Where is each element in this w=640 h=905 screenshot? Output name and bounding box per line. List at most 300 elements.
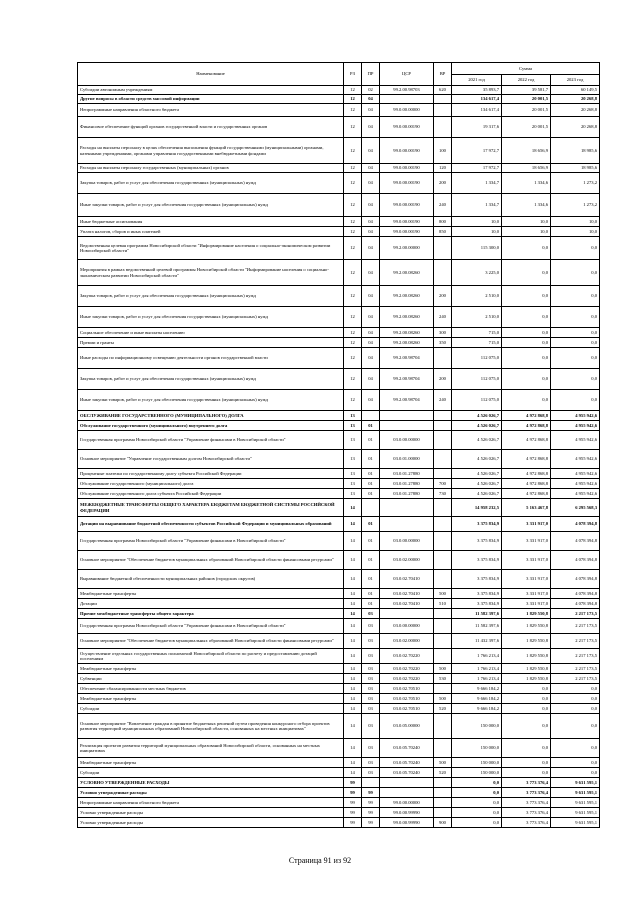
cell-y2022: 0,0	[502, 338, 551, 348]
cell-pr: 04	[362, 328, 380, 338]
cell-y2021: 112 075,0	[452, 369, 502, 390]
cell-csr	[380, 421, 434, 431]
cell-rz: 14	[344, 517, 362, 532]
cell-rz: 12	[344, 260, 362, 286]
cell-name: Обеспечение сбалансированности местных бюджетов	[78, 684, 344, 694]
table-row	[78, 798, 600, 808]
table-row	[78, 589, 600, 599]
cell-y2021: 0,0	[452, 788, 502, 798]
cell-y2023: 4 955 942,6	[551, 411, 600, 421]
cell-rz: 14	[344, 664, 362, 674]
cell-pr: 01	[362, 570, 380, 589]
cell-name: Обслуживание государственного (муниципального) внутреннего долга	[78, 421, 344, 431]
cell-vr	[434, 117, 452, 138]
cell-y2023: 2 217 173,5	[551, 674, 600, 684]
cell-csr: 99.2.00.08260	[380, 260, 434, 286]
table-row	[78, 237, 600, 260]
table-row	[78, 714, 600, 739]
cell-rz: 12	[344, 237, 362, 260]
cell-y2023: 2 217 173,5	[551, 609, 600, 619]
cell-y2022: 5 163 467,8	[502, 499, 551, 517]
table-row	[78, 649, 600, 664]
cell-vr: 240	[434, 307, 452, 328]
table-row	[78, 411, 600, 421]
cell-y2021: 134 617,4	[452, 95, 502, 104]
cell-name: Межбюджетные трансферты	[78, 664, 344, 674]
cell-y2023: 0,0	[551, 338, 600, 348]
cell-y2023: 0,0	[551, 714, 600, 739]
cell-name: Обслуживание государственного (муниципального) долга	[78, 479, 344, 489]
cell-y2023: 0,0	[551, 328, 600, 338]
cell-csr: 99.0.00.00190	[380, 173, 434, 194]
table-row	[78, 570, 600, 589]
table-row	[78, 684, 600, 694]
cell-y2021: 1 766 213,4	[452, 664, 502, 674]
cell-vr: 900	[434, 818, 452, 828]
cell-rz: 12	[344, 307, 362, 328]
cell-pr: 03	[362, 674, 380, 684]
cell-vr	[434, 532, 452, 551]
cell-csr: 99.0.00.00190	[380, 227, 434, 237]
cell-rz: 12	[344, 194, 362, 217]
cell-y2023: 20 268,8	[551, 104, 600, 117]
cell-y2021: 14 958 232,5	[452, 499, 502, 517]
table-row	[78, 431, 600, 450]
cell-y2021: 4 526 026,7	[452, 431, 502, 450]
cell-y2021: 0,0	[452, 778, 502, 788]
cell-y2023: 9 631 595,1	[551, 788, 600, 798]
cell-name: Субсидии автономным учреждениям	[78, 86, 344, 95]
cell-csr: 03.0.02.70410	[380, 599, 434, 609]
table-row	[78, 664, 600, 674]
cell-y2021: 4 526 026,7	[452, 421, 502, 431]
cell-y2022: 18 656,9	[502, 138, 551, 164]
cell-rz: 14	[344, 634, 362, 649]
cell-vr: 700	[434, 479, 452, 489]
table-row	[78, 619, 600, 634]
cell-rz: 12	[344, 348, 362, 369]
cell-name: Основное мероприятие "Вовлечение граждан в принятие бюджетных решений путем проведения конкурсного отбора проектов развития территорий муниципальных образований Новосибирской области, основанных на местных инициативах"	[78, 714, 344, 739]
cell-csr: 99.2.00.08260	[380, 307, 434, 328]
cell-vr: 500	[434, 589, 452, 599]
table-row	[78, 694, 600, 704]
cell-y2021: 3 225,0	[452, 260, 502, 286]
cell-y2022: 1 829 550,8	[502, 634, 551, 649]
cell-y2023: 4 078 394,8	[551, 599, 600, 609]
table-row	[78, 348, 600, 369]
table-row	[78, 758, 600, 768]
header-csr: ЦСР	[380, 63, 434, 86]
cell-pr: 04	[362, 138, 380, 164]
cell-rz: 14	[344, 704, 362, 714]
cell-rz: 99	[344, 808, 362, 818]
cell-y2022: 1 829 550,8	[502, 674, 551, 684]
cell-y2022: 0,0	[502, 768, 551, 778]
cell-pr: 03	[362, 609, 380, 619]
cell-y2023: 4 955 942,6	[551, 479, 600, 489]
cell-y2023: 20 268,8	[551, 95, 600, 104]
cell-y2022: 0,0	[502, 237, 551, 260]
cell-pr: 04	[362, 104, 380, 117]
cell-vr	[434, 609, 452, 619]
cell-csr: 99.0.00.00190	[380, 138, 434, 164]
cell-y2021: 1 766 213,4	[452, 649, 502, 664]
cell-vr: 200	[434, 369, 452, 390]
cell-csr: 99.2.00.00000	[380, 237, 434, 260]
cell-vr	[434, 95, 452, 104]
cell-y2021: 4 526 026,7	[452, 489, 502, 499]
cell-vr: 240	[434, 194, 452, 217]
cell-name: Непрограммные направления областного бюджета	[78, 798, 344, 808]
cell-vr: 520	[434, 704, 452, 714]
cell-rz: 14	[344, 499, 362, 517]
cell-name: Условно утвержденные расходы	[78, 818, 344, 828]
cell-y2021: 17 972,7	[452, 164, 502, 173]
cell-y2021: 2 510,0	[452, 286, 502, 307]
cell-y2021: 4 526 026,7	[452, 411, 502, 421]
cell-name: Субвенции	[78, 674, 344, 684]
cell-y2022: 0,0	[502, 390, 551, 411]
cell-y2022: 4 972 868,8	[502, 431, 551, 450]
cell-y2023: 4 078 394,8	[551, 570, 600, 589]
cell-name: Реализация проектов развития территорий муниципальных образований Новосибирской области, основанных на местных инициативах	[78, 739, 344, 758]
cell-pr: 04	[362, 173, 380, 194]
cell-y2023: 20 268,8	[551, 117, 600, 138]
cell-y2023: 1 273,2	[551, 194, 600, 217]
cell-rz: 14	[344, 570, 362, 589]
cell-vr: 500	[434, 694, 452, 704]
table-row	[78, 450, 600, 469]
cell-rz: 12	[344, 104, 362, 117]
cell-y2022: 39 581,7	[502, 86, 551, 95]
cell-rz: 99	[344, 818, 362, 828]
cell-vr	[434, 421, 452, 431]
cell-rz: 14	[344, 674, 362, 684]
cell-csr	[380, 95, 434, 104]
cell-vr: 500	[434, 758, 452, 768]
cell-vr: 520	[434, 768, 452, 778]
cell-y2022: 4 972 868,8	[502, 469, 551, 479]
header-pr: ПР	[362, 63, 380, 86]
cell-y2021: 0,0	[452, 808, 502, 818]
cell-y2022: 4 972 868,8	[502, 479, 551, 489]
table-row	[78, 117, 600, 138]
cell-pr: 04	[362, 307, 380, 328]
cell-rz: 99	[344, 778, 362, 788]
table-row	[78, 338, 600, 348]
cell-pr: 03	[362, 704, 380, 714]
header-name: Наименование	[78, 63, 344, 86]
cell-pr: 03	[362, 739, 380, 758]
cell-pr: 01	[362, 532, 380, 551]
cell-name: Дотации на выравнивание бюджетной обеспеченности субъектов Российской Федерации и муниципальных образований	[78, 517, 344, 532]
cell-name: Иные расходы по информационному освещению деятельности органов государственной власти	[78, 348, 344, 369]
cell-y2022: 3 773 376,4	[502, 818, 551, 828]
cell-name: Иные закупки товаров, работ и услуг для обеспечения государственных (муниципальных) нужд	[78, 307, 344, 328]
cell-vr: 200	[434, 286, 452, 307]
cell-pr: 01	[362, 469, 380, 479]
cell-y2021: 4 526 026,7	[452, 479, 502, 489]
cell-rz: 12	[344, 117, 362, 138]
table-row	[78, 489, 600, 499]
cell-pr: 03	[362, 714, 380, 739]
cell-vr	[434, 570, 452, 589]
cell-pr: 99	[362, 788, 380, 798]
cell-rz: 12	[344, 286, 362, 307]
cell-name: Условно утвержденные расходы	[78, 788, 344, 798]
cell-csr	[380, 609, 434, 619]
cell-pr: 99	[362, 808, 380, 818]
cell-vr: 800	[434, 217, 452, 227]
cell-name: Государственная программа Новосибирской области "Управление финансами в Новосибирской области"	[78, 532, 344, 551]
cell-vr	[434, 778, 452, 788]
cell-rz: 12	[344, 217, 362, 227]
table-row	[78, 86, 600, 95]
cell-y2023: 0,0	[551, 307, 600, 328]
cell-rz: 14	[344, 609, 362, 619]
header-2021: 2021 год	[452, 74, 502, 86]
cell-y2023: 4 955 942,6	[551, 431, 600, 450]
cell-y2023: 1 273,2	[551, 173, 600, 194]
cell-name: Премии и гранты	[78, 338, 344, 348]
table-row	[78, 704, 600, 714]
cell-rz: 12	[344, 173, 362, 194]
cell-y2021: 9 666 184,2	[452, 704, 502, 714]
cell-y2022: 10,0	[502, 217, 551, 227]
table-body	[78, 86, 600, 828]
cell-csr: 99.0.00.00000	[380, 798, 434, 808]
cell-rz: 14	[344, 694, 362, 704]
table-row	[78, 260, 600, 286]
cell-csr: 03.0.02.00000	[380, 634, 434, 649]
cell-csr: 99.2.00.98704	[380, 390, 434, 411]
cell-y2023: 0,0	[551, 348, 600, 369]
cell-y2022: 0,0	[502, 694, 551, 704]
cell-rz: 14	[344, 599, 362, 609]
cell-csr: 03.0.01.27880	[380, 489, 434, 499]
cell-rz: 14	[344, 739, 362, 758]
cell-y2021: 4 526 026,7	[452, 469, 502, 479]
cell-name: Дотации	[78, 599, 344, 609]
cell-y2021: 715,0	[452, 328, 502, 338]
cell-pr: 01	[362, 517, 380, 532]
cell-vr	[434, 450, 452, 469]
cell-vr: 500	[434, 664, 452, 674]
cell-y2021: 11 582 397,6	[452, 619, 502, 634]
cell-name: Обслуживание государственного долга субъекта Российской Федерации	[78, 489, 344, 499]
cell-y2023: 4 078 394,8	[551, 589, 600, 599]
table-row	[78, 95, 600, 104]
cell-y2022: 3 773 376,4	[502, 798, 551, 808]
cell-y2021: 3 375 834,9	[452, 551, 502, 570]
cell-y2022: 0,0	[502, 704, 551, 714]
cell-y2023: 4 078 394,8	[551, 532, 600, 551]
cell-rz: 14	[344, 768, 362, 778]
cell-csr: 03.0.02.00000	[380, 551, 434, 570]
cell-rz: 13	[344, 489, 362, 499]
cell-csr: 99.0.00.99990	[380, 818, 434, 828]
cell-vr: 240	[434, 390, 452, 411]
cell-name: Основное мероприятие "Обеспечение бюджетов муниципальных образований Новосибирской области финансовыми ресурсами"	[78, 551, 344, 570]
cell-name: Социальное обеспечение и иные выплаты населению	[78, 328, 344, 338]
cell-name: Основное мероприятие "Управление государственным долгом Новосибирской области"	[78, 450, 344, 469]
table-row	[78, 469, 600, 479]
cell-vr	[434, 798, 452, 808]
table-row	[78, 808, 600, 818]
cell-y2023: 2 217 173,5	[551, 634, 600, 649]
table-row	[78, 499, 600, 517]
cell-pr: 03	[362, 694, 380, 704]
table-row	[78, 778, 600, 788]
table-row	[78, 599, 600, 609]
cell-y2022: 0,0	[502, 286, 551, 307]
cell-vr	[434, 260, 452, 286]
cell-name: ОБСЛУЖИВАНИЕ ГОСУДАРСТВЕННОГО (МУНИЦИПАЛЬНОГО) ДОЛГА	[78, 411, 344, 421]
table-row	[78, 173, 600, 194]
table-row	[78, 227, 600, 237]
cell-name: Мероприятия в рамках ведомственной целевой программы Новосибирской области "Информирование населения о социально-экономическом развитии Новосибирской области"	[78, 260, 344, 286]
cell-rz: 12	[344, 95, 362, 104]
header-vr: ВР	[434, 63, 452, 86]
cell-pr: 04	[362, 286, 380, 307]
cell-y2022: 3 331 917,0	[502, 532, 551, 551]
budget-table-container	[77, 62, 599, 828]
cell-rz: 14	[344, 649, 362, 664]
cell-csr: 03.0.02.70220	[380, 649, 434, 664]
cell-y2022: 0,0	[502, 369, 551, 390]
cell-csr: 03.0.05.70240	[380, 758, 434, 768]
table-row	[78, 328, 600, 338]
cell-rz: 13	[344, 479, 362, 489]
cell-y2023: 9 631 595,1	[551, 818, 600, 828]
cell-pr: 01	[362, 431, 380, 450]
cell-y2021: 0,0	[452, 798, 502, 808]
cell-y2023: 4 955 942,6	[551, 489, 600, 499]
cell-y2023: 10,0	[551, 227, 600, 237]
cell-pr: 04	[362, 348, 380, 369]
cell-name: Прочие межбюджетные трансферты общего характера	[78, 609, 344, 619]
cell-y2022: 3 331 917,0	[502, 517, 551, 532]
cell-y2022: 4 972 868,8	[502, 489, 551, 499]
cell-pr: 04	[362, 369, 380, 390]
cell-y2022: 3 773 376,4	[502, 778, 551, 788]
cell-y2022: 4 972 868,8	[502, 411, 551, 421]
cell-name: Субсидии	[78, 768, 344, 778]
cell-pr: 04	[362, 237, 380, 260]
cell-y2023: 0,0	[551, 739, 600, 758]
cell-csr	[380, 411, 434, 421]
cell-rz: 12	[344, 86, 362, 95]
cell-y2021: 150 000,0	[452, 768, 502, 778]
cell-pr: 01	[362, 421, 380, 431]
cell-y2023: 0,0	[551, 758, 600, 768]
cell-rz: 14	[344, 714, 362, 739]
cell-rz: 14	[344, 532, 362, 551]
cell-csr: 99.2.00.08260	[380, 338, 434, 348]
cell-pr: 03	[362, 684, 380, 694]
cell-y2022: 0,0	[502, 714, 551, 739]
cell-csr: 03.0.02.70510	[380, 684, 434, 694]
cell-vr	[434, 634, 452, 649]
cell-y2022: 1 829 550,8	[502, 619, 551, 634]
cell-y2023: 0,0	[551, 369, 600, 390]
cell-y2023: 9 631 595,1	[551, 808, 600, 818]
cell-pr: 03	[362, 768, 380, 778]
cell-csr: 03.0.02.70410	[380, 570, 434, 589]
cell-vr: 730	[434, 489, 452, 499]
cell-y2021: 150 000,0	[452, 739, 502, 758]
cell-csr: 03.0.02.70510	[380, 694, 434, 704]
cell-y2022: 10,0	[502, 227, 551, 237]
cell-name: Закупка товаров, работ и услуг для обеспечения государственных (муниципальных) нужд	[78, 286, 344, 307]
cell-rz: 14	[344, 619, 362, 634]
cell-vr: 620	[434, 86, 452, 95]
cell-name: Закупка товаров, работ и услуг для обеспечения государственных (муниципальных) нужд	[78, 369, 344, 390]
cell-y2022: 4 972 868,8	[502, 421, 551, 431]
cell-vr	[434, 499, 452, 517]
cell-pr: 99	[362, 798, 380, 808]
cell-y2023: 2 217 173,5	[551, 664, 600, 674]
cell-name: Уплата налогов, сборов и иных платежей	[78, 227, 344, 237]
cell-y2023: 0,0	[551, 390, 600, 411]
cell-vr: 300	[434, 328, 452, 338]
table-row	[78, 479, 600, 489]
cell-y2023: 18 985,6	[551, 164, 600, 173]
cell-pr: 01	[362, 589, 380, 599]
cell-pr: 03	[362, 634, 380, 649]
cell-y2022: 18 656,9	[502, 164, 551, 173]
table-row	[78, 421, 600, 431]
cell-y2022: 3 773 376,4	[502, 808, 551, 818]
cell-rz: 13	[344, 421, 362, 431]
cell-y2021: 1 334,7	[452, 173, 502, 194]
cell-rz: 13	[344, 469, 362, 479]
cell-y2023: 0,0	[551, 237, 600, 260]
cell-y2022: 0,0	[502, 348, 551, 369]
cell-y2023: 0,0	[551, 704, 600, 714]
cell-pr	[362, 411, 380, 421]
cell-name: Государственная программа Новосибирской области "Управление финансами в Новосибирской области"	[78, 619, 344, 634]
cell-name: Непрограммные направления областного бюджета	[78, 104, 344, 117]
cell-vr	[434, 739, 452, 758]
cell-y2021: 1 766 213,4	[452, 674, 502, 684]
cell-name: Ведомственная целевая программа Новосибирской области "Информирование населения о социально-экономическом развитии Новосибирской области"	[78, 237, 344, 260]
cell-rz: 12	[344, 369, 362, 390]
cell-pr: 03	[362, 619, 380, 634]
cell-y2022: 0,0	[502, 684, 551, 694]
cell-vr	[434, 431, 452, 450]
cell-csr: 03.0.00.00000	[380, 431, 434, 450]
cell-y2022: 4 972 868,8	[502, 450, 551, 469]
cell-y2021: 10,0	[452, 227, 502, 237]
table-row	[78, 634, 600, 649]
cell-y2023: 10,0	[551, 217, 600, 227]
cell-y2021: 35 893,7	[452, 86, 502, 95]
cell-y2023: 0,0	[551, 260, 600, 286]
cell-name: Процентные платежи по государственному долгу субъекта Российской Федерации	[78, 469, 344, 479]
cell-name: Основное мероприятие "Обеспечение бюджетов муниципальных образований Новосибирской области финансовыми ресурсами"	[78, 634, 344, 649]
cell-y2022: 0,0	[502, 739, 551, 758]
cell-y2021: 2 510,0	[452, 307, 502, 328]
cell-y2021: 10,0	[452, 217, 502, 227]
cell-y2022: 20 001,5	[502, 95, 551, 104]
cell-y2022: 3 331 917,0	[502, 599, 551, 609]
cell-y2021: 134 617,4	[452, 104, 502, 117]
table-row	[78, 307, 600, 328]
cell-name: Закупка товаров, работ и услуг для обеспечения государственных (муниципальных) нужд	[78, 173, 344, 194]
cell-csr: 03.0.00.00000	[380, 532, 434, 551]
cell-name: Межбюджетные трансферты	[78, 758, 344, 768]
